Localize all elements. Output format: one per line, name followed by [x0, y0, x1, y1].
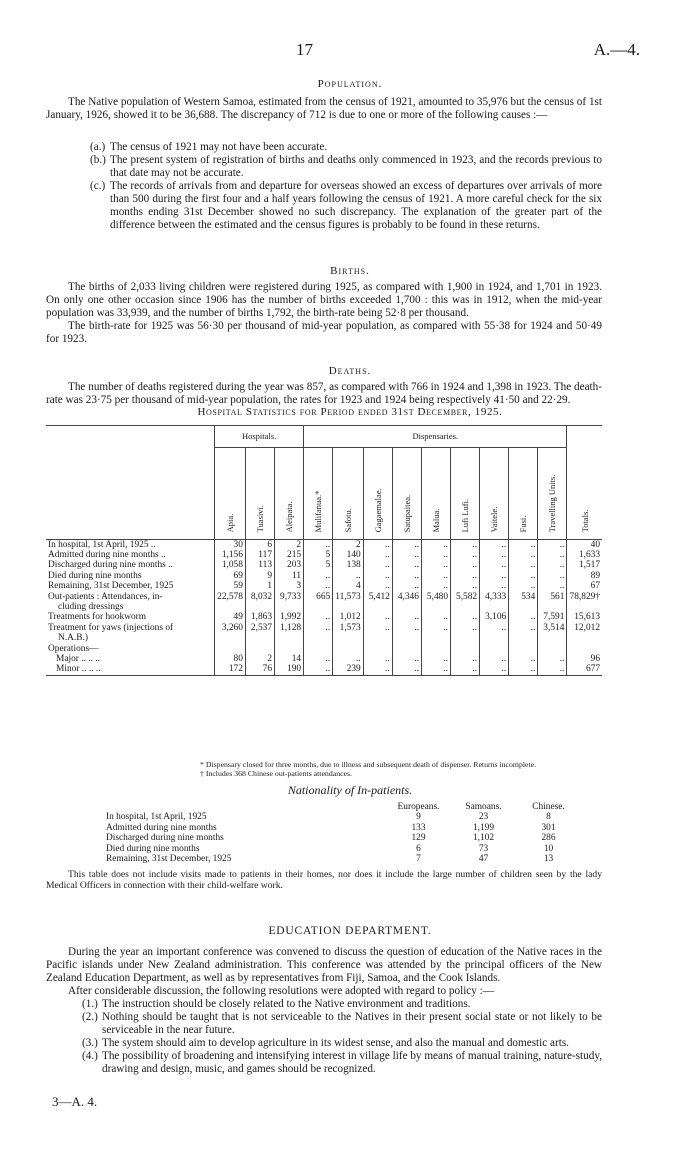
table-cell: 1,156: [215, 550, 246, 560]
table-cell: [421, 644, 450, 654]
table-cell: ..: [392, 623, 421, 633]
table-cell: 1,058: [215, 560, 246, 570]
table-cell: ..: [538, 654, 567, 664]
hospital-statistics-table: [46, 425, 602, 676]
row-label: Remaining, 31st December, 1925: [106, 854, 232, 865]
table-cell: ..: [509, 612, 538, 622]
table-cell: 1,199: [472, 822, 495, 833]
table-cell: 5,582: [451, 592, 480, 602]
table-cell: [421, 633, 450, 643]
row-label: cluding dressings: [58, 601, 124, 612]
table-cell: ..: [304, 664, 333, 675]
cause-a: [90, 141, 602, 154]
table-cell: ..: [538, 560, 567, 570]
table-cell: 5: [304, 550, 333, 560]
table-cell: 534: [509, 592, 538, 602]
group-dispensaries: Dispensaries.: [304, 425, 567, 447]
table-cell: ..: [421, 623, 450, 633]
resolution-4: [82, 1050, 602, 1076]
footnote-dispensary: * Dispensary closed for three months, due to illness and subsequent death of dispenser. Returns incomplete.: [200, 760, 537, 769]
col-satupaitea: Satupaitea.: [392, 447, 421, 539]
education-heading: EDUCATION DEPARTMENT.: [268, 925, 432, 937]
table-cell: ..: [363, 560, 392, 570]
table-cell: [509, 644, 538, 654]
table-row: [46, 612, 602, 622]
table-cell: ..: [421, 654, 450, 664]
table-cell: 80: [215, 654, 246, 664]
cause-text: The census of 1921 may not have been accurate.: [110, 141, 328, 153]
table-cell: ..: [304, 571, 333, 581]
table-cell: ..: [538, 581, 567, 591]
nationality-row: [106, 823, 581, 833]
population-intro-text: The Native population of Western Samoa, estimated from the census of 1921, amounted to 35,976 but the census of 1st January, 1926, showed it to be 36,688. The discrepancy of 712 is due to one or more of the following causes :—: [46, 96, 602, 121]
population-intro: [46, 96, 602, 122]
table-cell: ..: [421, 560, 450, 570]
table-cell: [392, 633, 421, 643]
table-cell: 133: [411, 822, 426, 833]
table-cell: ..: [363, 612, 392, 622]
cause-text: The records of arrivals from and departure for overseas showed an excess of departures over arrivals of more than 500 during the first four and a half years following the census of 1921. A more careful check for the six months ending 31st December showed no such discrepancy. The explanation of the greater part of the difference between the estimated and the census figures is probably to be found in these returns.: [110, 180, 602, 231]
table-cell: 8: [546, 812, 551, 823]
resolution-text: The possibility of broadening and intensifying interest in village life by means of manual training, nature-study, drawing and design, music, and games should be recognized.: [102, 1050, 602, 1075]
col-fusi: Fusi.: [509, 447, 538, 539]
table-cell: [245, 644, 274, 654]
table-cell: [275, 633, 304, 643]
table-cell: ..: [363, 539, 392, 550]
table-cell: ..: [538, 550, 567, 560]
table-cell: 9: [416, 812, 421, 823]
population-causes: [90, 141, 602, 232]
table-cell: [215, 633, 246, 643]
table-cell: [480, 644, 509, 654]
resolution-label: (1.): [82, 998, 98, 1010]
table-cell: 11: [275, 571, 304, 581]
table-cell: ..: [509, 664, 538, 675]
table-cell: 215: [275, 550, 304, 560]
col-vaitele: Vaitele.: [480, 447, 509, 539]
row-label: In hospital, 1st April, 1925: [106, 812, 207, 823]
table-cell: [215, 644, 246, 654]
table-cell: [333, 602, 364, 612]
resolution-text: The system should aim to develop agriculture in its widest sense, and also the manual and domestic arts.: [102, 1037, 569, 1049]
table-cell: 1,128: [275, 623, 304, 633]
table-cell: 7,591: [538, 612, 567, 622]
table-row: [46, 602, 602, 612]
row-label: Major .. .. ..: [56, 653, 101, 664]
table-cell: [245, 602, 274, 612]
table-cell: 5,480: [421, 592, 450, 602]
births-heading: Births.: [330, 265, 370, 277]
col-tuasivi: Tuasivi.: [245, 447, 274, 539]
nationality-table: [106, 802, 581, 864]
table-cell: 5: [304, 560, 333, 570]
table-cell: 1,573: [333, 623, 364, 633]
table-cell: [567, 633, 602, 643]
resolution-text: Nothing should be taught that is not serviceable to the Natives in their present social state or not likely to be serviceable in the near future.: [102, 1011, 602, 1036]
deaths-heading: Deaths.: [328, 365, 372, 377]
table-cell: 11,573: [333, 592, 364, 602]
table-cell: ..: [304, 612, 333, 622]
table-cell: 129: [411, 833, 426, 844]
table-cell: [509, 633, 538, 643]
table-cell: [275, 602, 304, 612]
table-cell: ..: [304, 623, 333, 633]
table-cell: ..: [392, 664, 421, 675]
table-cell: ..: [304, 581, 333, 591]
col-aleipata: Aleipata.: [275, 447, 304, 539]
cause-c: [90, 180, 602, 232]
group-hospitals: Hospitals.: [215, 425, 304, 447]
table-cell: 13: [543, 854, 554, 865]
table-cell: 2: [333, 539, 364, 550]
table-cell: ..: [392, 612, 421, 622]
row-label: Died during nine months: [48, 570, 142, 581]
table-cell: ..: [538, 664, 567, 675]
table-cell: 3,106: [480, 612, 509, 622]
nationality-table-body: [106, 812, 581, 864]
table-cell: 14: [275, 654, 304, 664]
table-cell: ..: [451, 539, 480, 550]
table-row: [46, 539, 602, 550]
table-cell: ..: [451, 623, 480, 633]
table-cell: [363, 602, 392, 612]
table-cell: 12,012: [567, 623, 602, 633]
table-cell: [421, 602, 450, 612]
row-label: Remaining, 31st December, 1925: [48, 581, 174, 592]
table-cell: ..: [451, 560, 480, 570]
table-cell: 6: [245, 539, 274, 550]
table-row: [46, 581, 602, 591]
row-label: Minor .. .. ..: [46, 664, 215, 675]
table-cell: [392, 602, 421, 612]
table-cell: ..: [392, 550, 421, 560]
row-label: Died during nine months: [106, 843, 200, 854]
births-paragraph-2: The birth-rate for 1925 was 56·30 per thousand of mid-year population, as compared with 55·38 for 1924 and 50·49 for 1923.: [46, 320, 602, 345]
table-cell: ..: [363, 664, 392, 675]
col-travelling-units: Travelling Units.: [538, 447, 567, 539]
table-cell: [304, 602, 333, 612]
table-cell: 1,012: [333, 612, 364, 622]
table-cell: [275, 644, 304, 654]
table-cell: 7: [416, 854, 421, 865]
cause-label: (c.): [90, 180, 106, 192]
nationality-table-title: Nationality of In-patients.: [287, 783, 413, 797]
nationality-row: [106, 833, 581, 843]
table-cell: 301: [541, 822, 556, 833]
table-cell: ..: [509, 571, 538, 581]
table-cell: 239: [333, 664, 364, 675]
table-cell: 561: [538, 592, 567, 602]
table-cell: 69: [215, 571, 246, 581]
table-cell: 190: [275, 664, 304, 675]
table-cell: 47: [478, 854, 489, 865]
table-cell: 117: [245, 550, 274, 560]
hospital-table-body: [46, 539, 602, 675]
table-cell: ..: [480, 539, 509, 550]
cause-label: (b.): [90, 154, 106, 166]
table-row: [46, 654, 602, 664]
table-cell: 1,517: [567, 560, 602, 570]
table-cell: ..: [363, 623, 392, 633]
table-cell: [509, 602, 538, 612]
row-label: Out-patients : Attendances, in-: [48, 591, 163, 602]
table-cell: ..: [392, 571, 421, 581]
table-cell: [451, 633, 480, 643]
table-cell: 59: [215, 581, 246, 591]
table-cell: ..: [480, 560, 509, 570]
table-cell: ..: [421, 664, 450, 675]
table-cell: 4,333: [480, 592, 509, 602]
table-cell: ..: [509, 623, 538, 633]
header-chinese: Chinese.: [532, 802, 565, 812]
table-cell: 1: [245, 581, 274, 591]
table-cell: ..: [480, 623, 509, 633]
page-reference: A.—4.: [593, 40, 640, 59]
table-cell: [538, 602, 567, 612]
table-cell: 49: [215, 612, 246, 622]
population-heading: Population.: [317, 78, 383, 90]
nationality-stub-header: [106, 802, 386, 812]
table-cell: 96: [567, 654, 602, 664]
row-label: Operations—: [48, 643, 99, 654]
table-cell: ..: [480, 571, 509, 581]
row-label: Discharged during nine months: [106, 833, 224, 844]
hospital-table-title: Hospital Statistics for Period ended 31st December, 1925.: [197, 406, 503, 418]
table-cell: ..: [480, 664, 509, 675]
table-cell: 23: [478, 812, 489, 823]
table-cell: 286: [541, 833, 556, 844]
table-cell: 76: [245, 664, 274, 675]
table-cell: ..: [392, 654, 421, 664]
table-cell: ..: [421, 612, 450, 622]
table-cell: 22,578: [215, 592, 246, 602]
table-cell: 1,863: [245, 612, 274, 622]
footnote-chinese: † Includes 368 Chinese out-patients attendances.: [200, 769, 352, 778]
table-cell: ..: [451, 550, 480, 560]
table-cell: 113: [245, 560, 274, 570]
col-malua: Malua.: [421, 447, 450, 539]
table-cell: ..: [509, 560, 538, 570]
table-cell: [363, 633, 392, 643]
table-cell: 6: [416, 843, 421, 854]
table-cell: ..: [480, 654, 509, 664]
table-cell: [451, 644, 480, 654]
table-cell: 2: [275, 539, 304, 550]
education-paragraph-2: After considerable discussion, the following resolutions were adopted with regard to policy :—: [68, 985, 494, 997]
table-cell: [304, 633, 333, 643]
education-resolutions: [82, 998, 602, 1076]
table-cell: 3,514: [538, 623, 567, 633]
row-label: Treatment for yaws (injections of: [48, 622, 174, 633]
table-cell: [538, 644, 567, 654]
page-number: 17: [296, 40, 313, 59]
table-row: [46, 623, 602, 633]
table-cell: 89: [567, 571, 602, 581]
table-cell: ..: [363, 654, 392, 664]
table-cell: [451, 602, 480, 612]
deaths-section: [46, 381, 602, 407]
col-lufi-lufi: Lufi Lufi.: [451, 447, 480, 539]
col-apia: Apia.: [215, 447, 246, 539]
row-label: Treatments for hookworm: [48, 612, 147, 623]
nationality-note-text: This table does not include visits made to patients in their homes, nor does it include the large number of children seen by the lady Medical Officers in connection with their child-welfare work.: [46, 869, 602, 891]
table-cell: ..: [333, 571, 364, 581]
table-cell: 172: [215, 664, 246, 675]
table-cell: ..: [392, 560, 421, 570]
table-row: [46, 550, 602, 560]
table-cell: ..: [509, 539, 538, 550]
table-row: [46, 571, 602, 581]
table-row: [46, 664, 602, 675]
table-cell: ..: [451, 581, 480, 591]
table-cell: ..: [363, 571, 392, 581]
table-cell: ..: [363, 550, 392, 560]
resolution-label: (3.): [82, 1037, 98, 1049]
header-europeans: Europeans.: [397, 802, 440, 812]
resolution-2: [82, 1011, 602, 1037]
table-cell: [215, 602, 246, 612]
table-cell: ..: [451, 654, 480, 664]
table-stub-header: [46, 425, 215, 539]
group-blank: [567, 425, 602, 447]
table-cell: 10: [543, 843, 554, 854]
table-cell: ..: [363, 581, 392, 591]
table-cell: [392, 644, 421, 654]
nationality-note: [46, 869, 602, 891]
table-cell: 1,102: [472, 833, 495, 844]
cause-text: The present system of registration of births and deaths only commenced in 1923, and the records previous to that date may not be accurate.: [110, 154, 602, 179]
table-cell: ..: [333, 654, 364, 664]
row-label: Admitted during nine months ..: [48, 549, 166, 560]
table-row: [46, 592, 602, 602]
table-cell: 40: [567, 539, 602, 550]
table-cell: ..: [480, 581, 509, 591]
table-cell: 4: [333, 581, 364, 591]
table-cell: [304, 644, 333, 654]
table-cell: 5,412: [363, 592, 392, 602]
cause-b: [90, 154, 602, 180]
header-samoans: Samoans.: [465, 802, 502, 812]
table-cell: [538, 633, 567, 643]
education-paragraph-1: During the year an important conference was convened to discuss the question of education of the Native races in the Pacific islands under New Zealand administration. This conference was attended by the principal officers of the New Zealand Education Department, as well as by representatives from Fiji, Samoa, and the Cook Islands.: [46, 946, 602, 984]
table-cell: [480, 602, 509, 612]
row-label: Discharged during nine months ..: [48, 560, 173, 571]
table-cell: ..: [304, 654, 333, 664]
table-cell: [333, 644, 364, 654]
footer-signature: 3—A. 4.: [52, 1094, 98, 1109]
table-cell: 73: [478, 843, 489, 854]
resolution-label: (2.): [82, 1011, 98, 1023]
table-cell: ..: [509, 550, 538, 560]
table-cell: ..: [421, 581, 450, 591]
table-cell: [333, 633, 364, 643]
table-cell: 3: [275, 581, 304, 591]
table-cell: 2: [245, 654, 274, 664]
table-cell: 30: [215, 539, 246, 550]
births-section: [46, 281, 602, 346]
table-cell: 9: [245, 571, 274, 581]
table-cell: 677: [567, 664, 602, 675]
table-cell: ..: [451, 612, 480, 622]
table-cell: [480, 633, 509, 643]
col-mulifanua: Mulifanua.*: [304, 447, 333, 539]
table-cell: 1,633: [567, 550, 602, 560]
table-cell: 4,346: [392, 592, 421, 602]
table-cell: [363, 644, 392, 654]
table-cell: ..: [304, 539, 333, 550]
nationality-row: [106, 812, 581, 822]
col-totals: Totals.: [567, 447, 602, 539]
table-cell: 665: [304, 592, 333, 602]
col-gagaemalae: Gagaemalae.: [363, 447, 392, 539]
table-cell: 203: [275, 560, 304, 570]
resolution-1: [82, 998, 602, 1011]
resolution-text: The instruction should be closely related to the Native environment and traditions.: [102, 998, 471, 1010]
table-cell: 138: [333, 560, 364, 570]
table-cell: ..: [480, 550, 509, 560]
table-cell: ..: [392, 581, 421, 591]
row-label: In hospital, 1st April, 1925 ..: [48, 539, 156, 550]
table-cell: ..: [538, 539, 567, 550]
resolution-label: (4.): [82, 1050, 98, 1062]
resolution-3: [82, 1037, 602, 1050]
table-cell: ..: [451, 571, 480, 581]
table-cell: 3,260: [215, 623, 246, 633]
table-cell: ..: [509, 581, 538, 591]
row-label: N.A.B.): [58, 633, 88, 644]
table-row: [46, 560, 602, 570]
table-cell: ..: [538, 571, 567, 581]
table-cell: 140: [333, 550, 364, 560]
table-cell: ..: [421, 539, 450, 550]
table-row: [46, 644, 602, 654]
deaths-paragraph: The number of deaths registered during the year was 857, as compared with 766 in 1924 and 1,398 in 1923. The death-rate was 23·75 per thousand of mid-year population, the rates for 1923 and 1924 being respectively 41·50 and 22·29.: [46, 381, 602, 406]
table-cell: ..: [392, 539, 421, 550]
table-cell: ..: [451, 664, 480, 675]
row-label: Admitted during nine months: [106, 822, 217, 833]
births-paragraph-1: The births of 2,033 living children were registered during 1925, as compared with 1,900 in 1924, and 1,701 in 1923. On only one other occasion since 1906 has the number of births exceeded 1,700 : this was in 1912, when the mid-year population was 33,939, and the number of births 1,792, the birth-rate being 52·8 per thousand.: [46, 281, 602, 319]
nationality-row: [106, 854, 581, 864]
table-cell: [567, 644, 602, 654]
table-cell: 9,733: [275, 592, 304, 602]
table-cell: ..: [421, 550, 450, 560]
table-cell: [245, 633, 274, 643]
nationality-row: [106, 844, 581, 854]
table-cell: ..: [509, 654, 538, 664]
table-cell: 67: [567, 581, 602, 591]
cause-label: (a.): [90, 141, 106, 153]
table-cell: 15,613: [567, 612, 602, 622]
table-cell: 2,537: [245, 623, 274, 633]
table-cell: 8,032: [245, 592, 274, 602]
table-cell: [567, 602, 602, 612]
table-cell: ..: [421, 571, 450, 581]
table-cell: 1,992: [275, 612, 304, 622]
education-section: [46, 946, 602, 998]
col-safotu: Safotu.: [333, 447, 364, 539]
table-cell: 78,829†: [567, 592, 602, 602]
table-row: [46, 633, 602, 643]
